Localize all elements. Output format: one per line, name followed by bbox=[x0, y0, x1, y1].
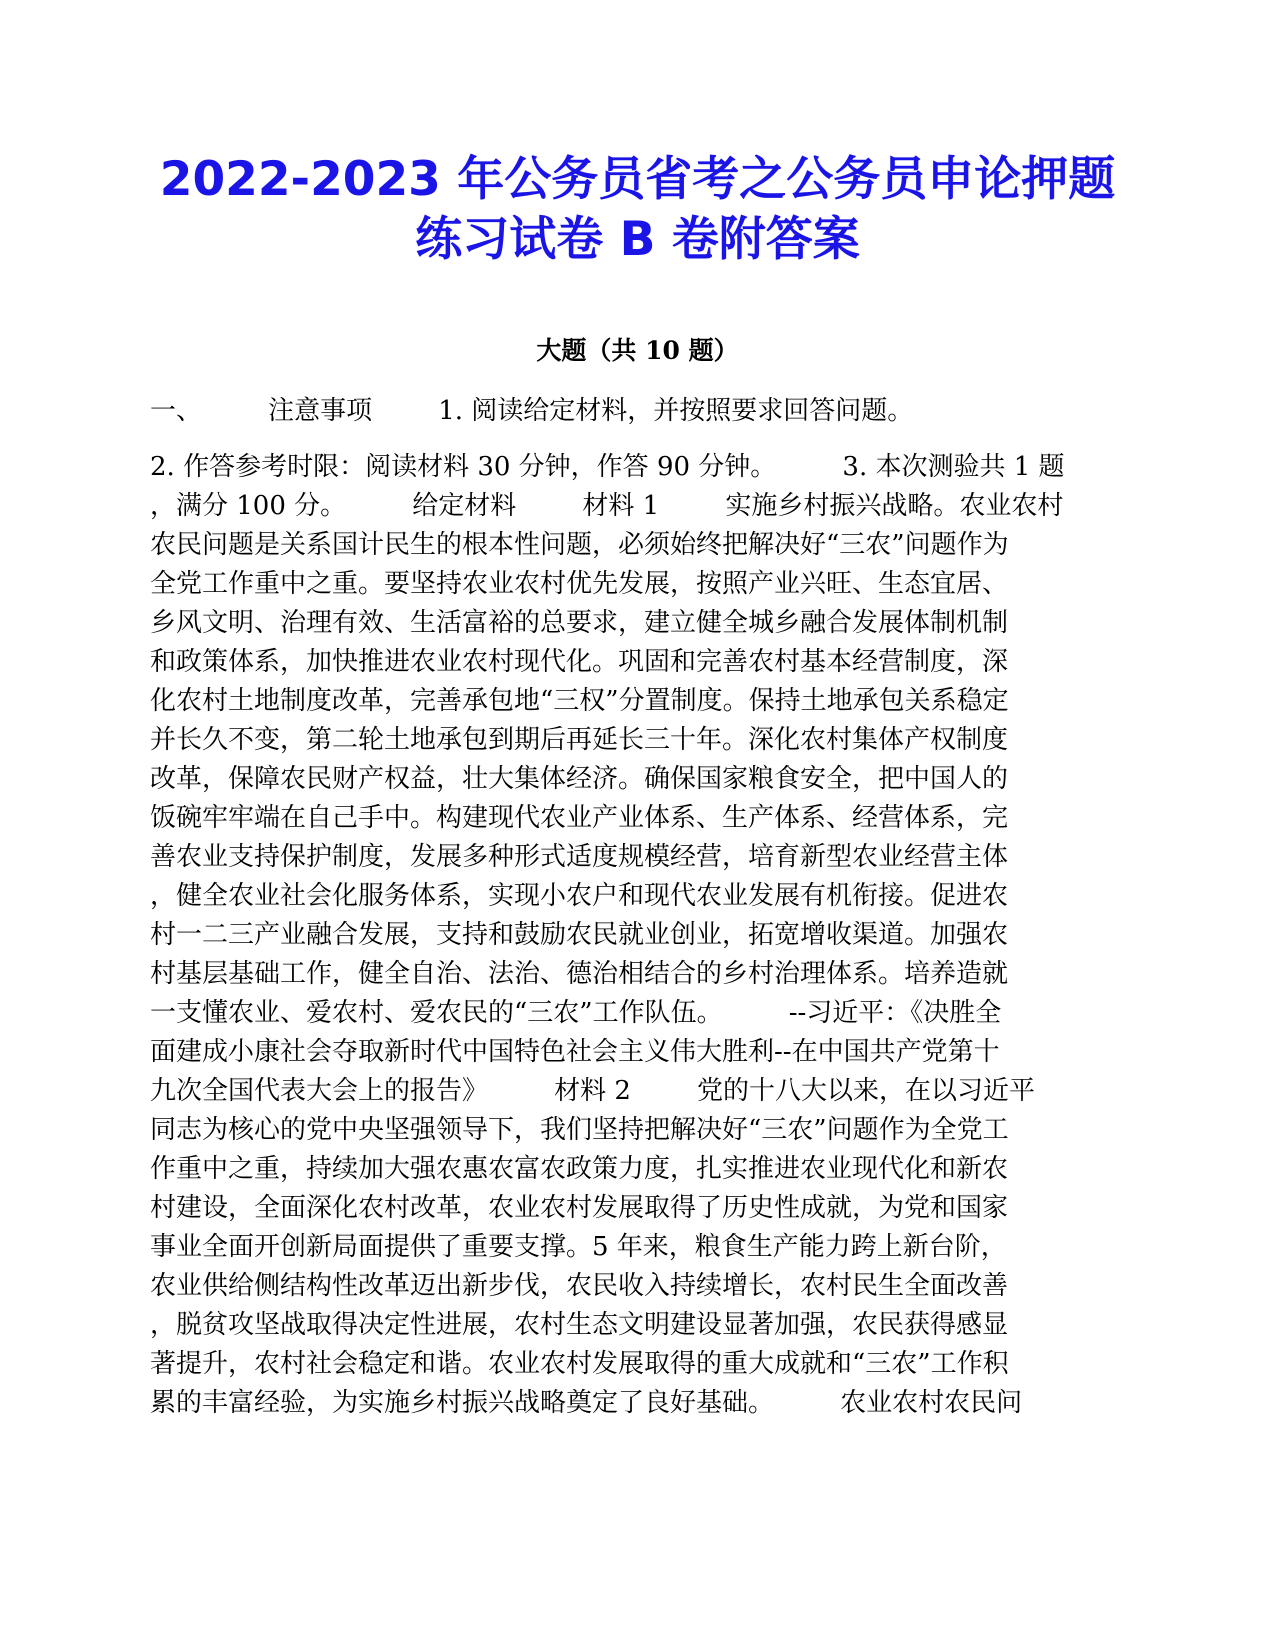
body-text-line: 善农业支持保护制度，发展多种形式适度规模经营，培育新型农业经营主体 bbox=[150, 842, 1009, 872]
body-text-line: 和政策体系，加快推进农业农村现代化。巩固和完善农村基本经营制度，深 bbox=[150, 647, 1009, 677]
body-text-line: ，健全农业社会化服务体系，实现小农户和现代农业发展有机衔接。促进农 bbox=[150, 881, 1009, 911]
section-heading: 大题（共 10 题） bbox=[536, 336, 739, 365]
body-text-line: 2. 作答参考时限：阅读材料 30 分钟，作答 90 分钟。 3. 本次测验共 1 题 bbox=[150, 452, 1065, 482]
body-text-line: 改革，保障农民财产权益，壮大集体经济。确保国家粮食安全，把中国人的 bbox=[150, 764, 1009, 794]
body-text-line: ，满分 100 分。 给定材料 材料 1 实施乡村振兴战略。农业农村 bbox=[150, 491, 1064, 521]
body-text-line: 农业供给侧结构性改革迈出新步伐，农民收入持续增长，农村民生全面改善 bbox=[150, 1271, 1009, 1301]
body-text-line: 乡风文明、治理有效、生活富裕的总要求，建立健全城乡融合发展体制机制 bbox=[150, 608, 1009, 638]
body-text-line: 村建设，全面深化农村改革，农业农村发展取得了历史性成就，为党和国家 bbox=[150, 1193, 1009, 1223]
body-text-line: 化农村土地制度改革，完善承包地“三权”分置制度。保持土地承包关系稳定 bbox=[150, 686, 1009, 716]
body-text-line: 全党工作重中之重。要坚持农业农村优先发展，按照产业兴旺、生态宜居、 bbox=[150, 569, 1009, 599]
document-title-line-2: 练习试卷 B 卷附答案 bbox=[415, 212, 860, 267]
body-text-line: 一支懂农业、爱农村、爱农民的“三农”工作队伍。 --习近平：《决胜全 bbox=[150, 998, 1002, 1028]
body-text-line: 同志为核心的党中央坚强领导下，我们坚持把解决好“三农”问题作为全党工 bbox=[150, 1115, 1009, 1145]
document-title-line-1: 2022-2023 年公务员省考之公务员申论押题 bbox=[159, 152, 1116, 207]
body-text-line: 饭碗牢牢端在自己手中。构建现代农业产业体系、生产体系、经营体系，完 bbox=[150, 803, 1009, 833]
body-text-line: 著提升，农村社会稳定和谐。农业农村发展取得的重大成就和“三农”工作积 bbox=[150, 1349, 1009, 1379]
body-text bbox=[150, 448, 1090, 1423]
body-text-line: 并长久不变，第二轮土地承包到期后再延长三十年。深化农村集体产权制度 bbox=[150, 725, 1009, 755]
body-text-line: 农民问题是关系国计民生的根本性问题，必须始终把解决好“三农”问题作为 bbox=[150, 530, 1009, 560]
body-text-line: 作重中之重，持续加大强农惠农富农政策力度，扎实推进农业现代化和新农 bbox=[150, 1154, 1009, 1184]
document-title bbox=[100, 150, 1175, 270]
body-text-line: 九次全国代表大会上的报告》 材料 2 党的十八大以来，在以习近平 bbox=[150, 1076, 1036, 1106]
body-text-line: ，脱贫攻坚战取得决定性进展，农村生态文明建设显著加强，农民获得感显 bbox=[150, 1310, 1009, 1340]
body-text-line: 村一二三产业融合发展，支持和鼓励农民就业创业，拓宽增收渠道。加强农 bbox=[150, 920, 1009, 950]
body-text-line: 事业全面开创新局面提供了重要支撑。5 年来，粮食生产能力跨上新台阶， bbox=[150, 1232, 1007, 1262]
body-text-line: 村基层基础工作，健全自治、法治、德治相结合的乡村治理体系。培养造就 bbox=[150, 959, 1009, 989]
body-text-line: 面建成小康社会夺取新时代中国特色社会主义伟大胜利--在中国共产党第十 bbox=[150, 1037, 1000, 1067]
body-text-line: 累的丰富经验，为实施乡村振兴战略奠定了良好基础。 农业农村农民问 bbox=[150, 1388, 1023, 1418]
notice-line: 一、 注意事项 1. 阅读给定材料，并按照要求回答问题。 bbox=[150, 396, 914, 426]
